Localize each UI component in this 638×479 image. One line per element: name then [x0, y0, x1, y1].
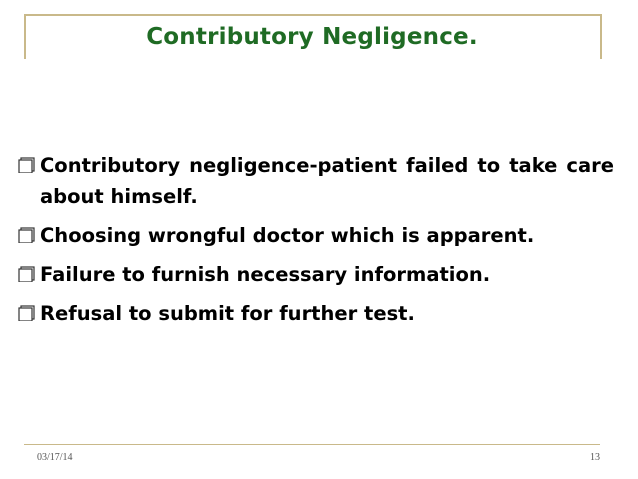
slide-title: Contributory Negligence. [146, 24, 478, 50]
bullet-item [18, 150, 614, 212]
bullet-item [18, 220, 614, 251]
page-number: 13 [590, 452, 600, 463]
footer-date: 03/17/14 [37, 452, 73, 463]
bullet-item [18, 259, 614, 290]
bullet-text: Contributory negligence-patient failed to take care about himself. [40, 154, 614, 208]
checkbox-bullet-icon [18, 300, 40, 328]
frame-top-line [24, 14, 600, 16]
checkbox-bullet-icon [18, 152, 40, 180]
checkbox-bullet-icon [18, 261, 40, 289]
footer-divider [24, 444, 600, 445]
bullet-list [18, 150, 614, 337]
bullet-text: Choosing wrongful doctor which is apparent. [40, 224, 535, 247]
checkbox-bullet-icon [18, 222, 40, 250]
bullet-item [18, 298, 614, 329]
frame-right-line [600, 14, 602, 59]
bullet-text: Refusal to submit for further test. [40, 302, 415, 325]
bullet-text: Failure to furnish necessary information. [40, 263, 491, 286]
